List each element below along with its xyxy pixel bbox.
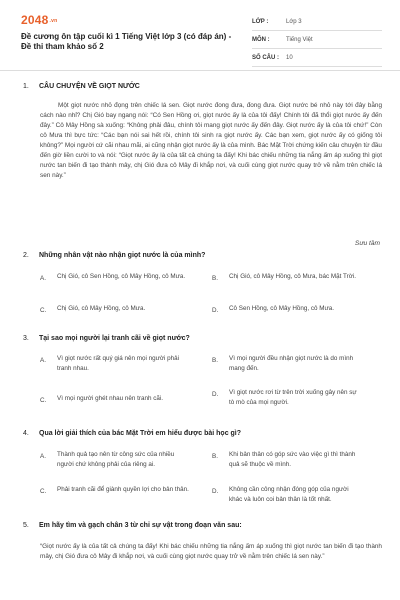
passage-source: Sưu tầm	[354, 240, 380, 247]
site-logo[interactable]	[21, 13, 57, 27]
question-title: Tại sao mọi người lại tranh cãi về giọt nước?	[39, 335, 190, 342]
question-number: 2.	[23, 252, 29, 259]
question-title: Em hãy tìm và gạch chân 3 từ chỉ sự vật trong đoạn văn sau:	[39, 522, 242, 529]
option-label: C.	[40, 488, 47, 495]
option-label: D.	[212, 391, 219, 398]
option-label: A.	[40, 453, 46, 460]
option-d[interactable]	[212, 388, 361, 407]
document-title: Đề cương ôn tập cuối kì 1 Tiếng Việt lớp 3 (có đáp án) - Đề thi tham khảo số 2	[21, 32, 232, 51]
reading-passage: Một giọt nước nhỏ đọng trên chiếc lá sen. Giọt nước đong đưa, đong đưa. Giọt nước bé nhỏ này tới đây bằng cách nào nhỉ? Chị Gió bay ngang nói: “Có Sen Hồng ơi, giọt nước ấy là của tôi đấy! Chính tôi đã thổi giọt nước ấy đến đây.” Cô Mây Hồng sà xuống: “Không phải đâu, chính tôi mang giọt nước ấy đến đây. Giọt nước ấy là của tôi chứ!” Còn cô Mưa thì bực tức: “Các bạn nói sai hết rồi, chính tôi sinh ra giọt nước ấy. Các bạn xem, giọt nước ấy có giống tôi không?” Mọi người cứ cãi nhau mãi, ai cũng nhận giọt nước ấy là của mình. Bác Mặt Trời chứng kiến câu chuyện từ đầu đến giờ liền cười to và nói: “Giọt nước ấy là của tất cả chúng ta đấy! Khi bác chiếu những tia nắng ấm áp xuống thì giọt nước tan biến đi tạo thành mây, chị Gió đưa cô Mây đi khắp nơi, và cuối cùng giọt nước quay trở về nằm trên chiếc lá sen này.”	[40, 102, 382, 179]
option-text: Không cần công nhận đóng góp của người khác và luôn coi bản thân là tốt nhất.	[229, 486, 349, 503]
meta-label: LỚP :	[252, 18, 269, 25]
meta-row-subject	[252, 31, 382, 49]
logo-text: 2048	[21, 13, 49, 27]
question-number: 5.	[23, 522, 29, 529]
option-text: Khi bản thân có góp sức vào việc gì thì thành quả sẽ thuộc về mình.	[229, 451, 356, 468]
question-title: CÂU CHUYỆN VỀ GIỌT NƯỚC	[39, 83, 140, 90]
meta-row-grade	[252, 13, 382, 31]
option-a[interactable]	[40, 354, 189, 373]
question-5-heading	[23, 522, 242, 529]
question-number: 3.	[23, 335, 29, 342]
option-label: B.	[212, 453, 218, 460]
option-c[interactable]	[40, 485, 189, 497]
meta-value: Lớp 3	[286, 18, 302, 25]
option-text: Cô Sen Hồng, cô Mây Hồng, cô Mưa.	[229, 305, 335, 312]
option-a[interactable]	[40, 450, 189, 469]
question-1-heading	[23, 83, 140, 90]
option-label: B.	[212, 275, 218, 282]
option-label: A.	[40, 357, 46, 364]
option-text: Chị Gió, cô Sen Hồng, cô Mây Hồng, cô Mưa.	[57, 273, 186, 280]
option-c[interactable]	[40, 394, 189, 406]
meta-value: Tiếng Việt	[286, 36, 313, 43]
question-2-heading	[23, 252, 205, 259]
meta-label: SỐ CÂU :	[252, 54, 279, 61]
option-text: Vì giọt nước rất quý giá nên mọi người phải tranh nhau.	[57, 355, 180, 372]
option-label: B.	[212, 357, 218, 364]
question-title: Những nhân vật nào nhận giọt nước là của mình?	[39, 252, 206, 259]
page-header	[0, 0, 400, 70]
question-4-heading	[23, 430, 241, 437]
option-label: A.	[40, 275, 46, 282]
option-d[interactable]	[212, 485, 361, 504]
meta-label: MÔN :	[252, 36, 270, 43]
option-text: Phải tranh cãi để giành quyền lợi cho bản thân.	[57, 486, 189, 493]
option-label: C.	[40, 397, 47, 404]
question-number: 4.	[23, 430, 29, 437]
option-b[interactable]	[212, 272, 361, 284]
option-text: Vì giọt nước rơi từ trên trời xuống gây nên sự tò mò của mọi người.	[229, 389, 357, 406]
option-d[interactable]	[212, 304, 361, 316]
logo-suffix: .vn	[49, 18, 58, 24]
meta-row-question-count	[252, 49, 382, 67]
option-b[interactable]	[212, 450, 361, 469]
document-meta	[252, 13, 382, 67]
quoted-paragraph: “Giọt nước ấy là của tất cả chúng ta đấy! Khi bác chiếu những tia nắng ấm áp xuống thì giọt nước tan biến đi tạo thành mây, chị Gió đưa cô Mây đi khắp nơi, và cuối cùng giọt nước quay trở về nằm trên chiếc lá sen này.”	[40, 543, 382, 560]
option-label: C.	[40, 307, 47, 314]
option-b[interactable]	[212, 354, 361, 373]
option-label: D.	[212, 488, 219, 495]
option-text: Vì mọi người đều nhận giọt nước là do mình mang đến.	[229, 355, 354, 372]
option-text: Chị Gió, cô Mây Hồng, cô Mưa, bác Mặt Trời.	[229, 273, 356, 280]
question-title: Qua lời giải thích của bác Mặt Trời em hiểu được bài học gì?	[39, 430, 242, 437]
option-c[interactable]	[40, 304, 189, 316]
option-text: Thành quả tạo nên từ công sức của nhiều người chứ không phải của riêng ai.	[57, 451, 175, 468]
option-text: Chị Gió, cô Mây Hồng, cô Mưa.	[57, 305, 146, 312]
question-number: 1.	[23, 83, 29, 90]
meta-value: 10	[286, 54, 293, 61]
option-a[interactable]	[40, 272, 189, 284]
header-divider	[0, 70, 400, 71]
option-label: D.	[212, 307, 219, 314]
question-3-heading	[23, 335, 190, 342]
option-text: Vì mọi người ghét nhau nên tranh cãi.	[57, 395, 164, 402]
